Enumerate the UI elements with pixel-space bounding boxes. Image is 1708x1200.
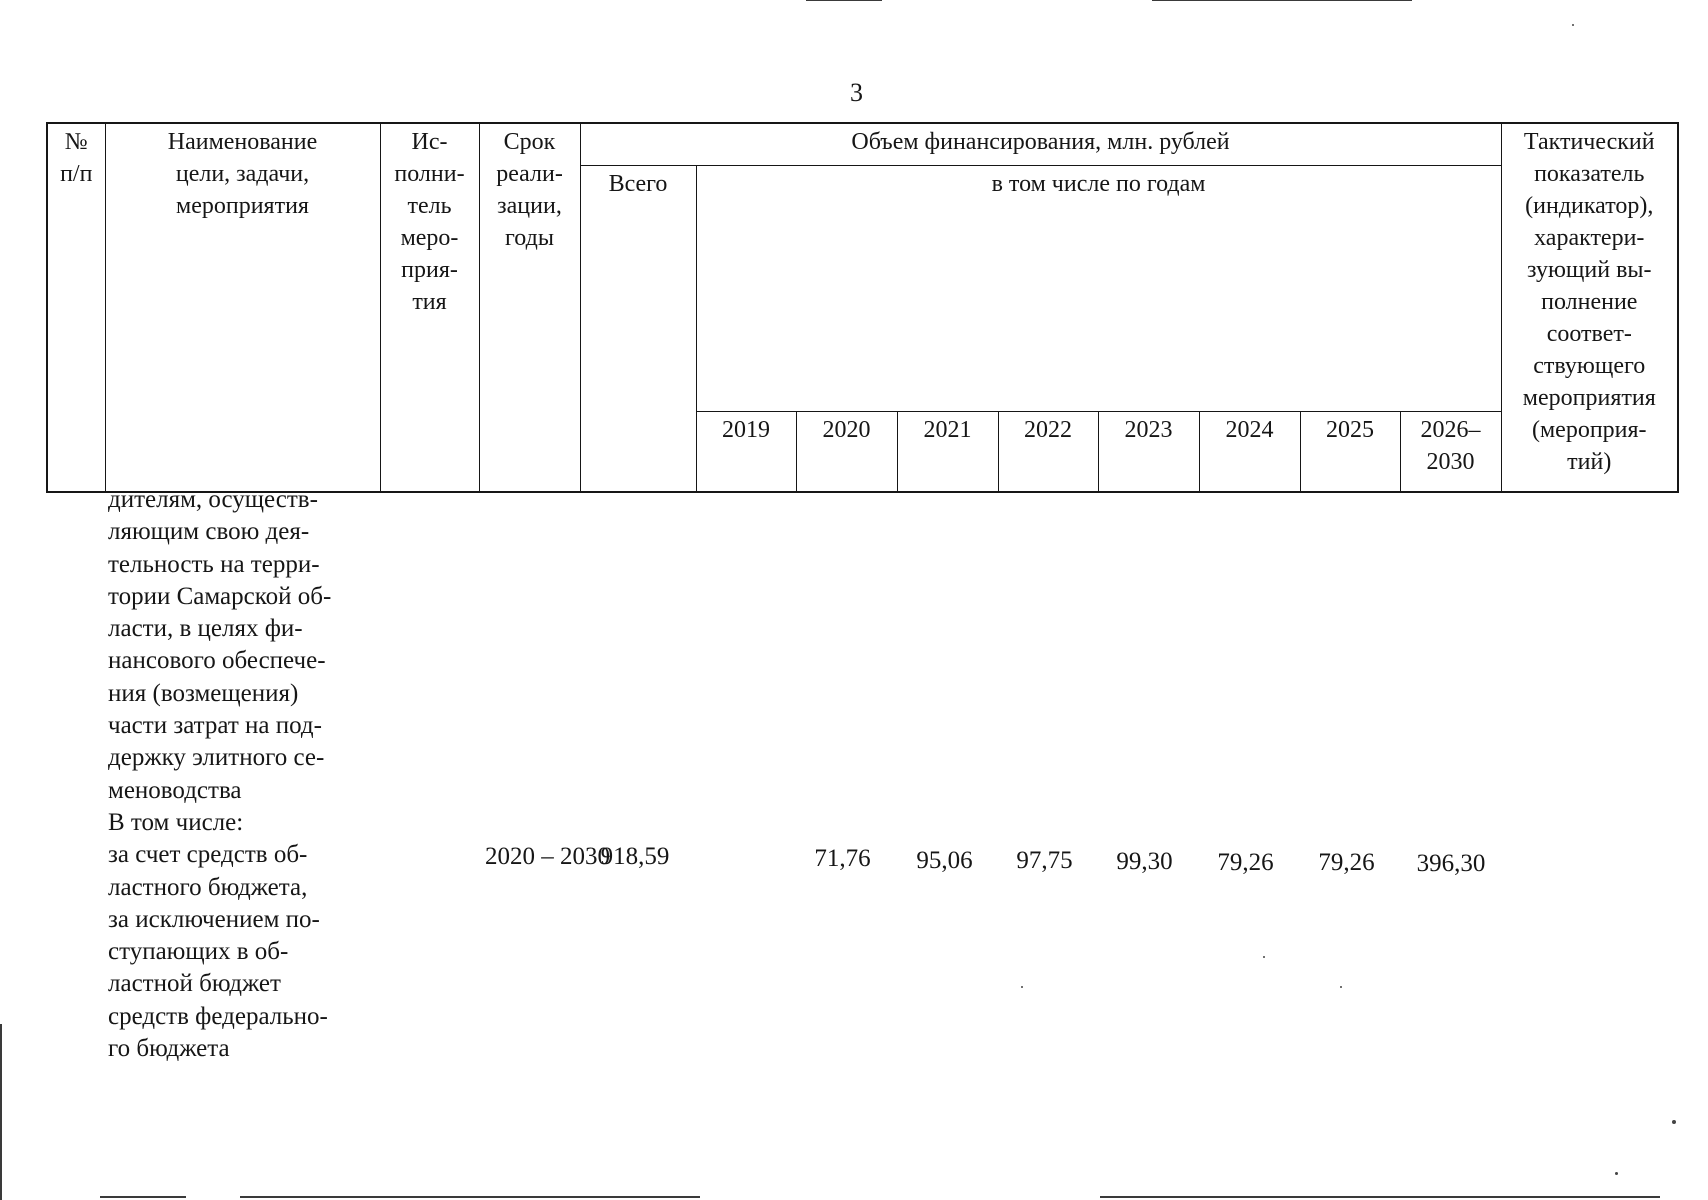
header-executor: Ис- полни- тель меро- прия- тия (380, 123, 479, 492)
header-year-2019: 2019 (696, 412, 796, 493)
row-year-2025: 79,26 (1318, 849, 1375, 876)
header-number: № п/п (47, 123, 105, 492)
header-year-2026-2030: 2026– 2030 (1400, 412, 1501, 493)
scan-artifact (1572, 24, 1574, 26)
header-by-year: в том числе по годам (696, 165, 1501, 412)
header-year-2022: 2022 (998, 412, 1098, 493)
row-year-2026-2030: 396,30 (1416, 850, 1486, 877)
row-year-2023: 99,30 (1116, 848, 1173, 875)
row-total: 918,59 (600, 843, 670, 870)
header-year-2024: 2024 (1199, 412, 1300, 493)
row-period: 2020 – 2030 (485, 843, 610, 870)
table-header (46, 122, 1679, 493)
header-year-2020: 2020 (796, 412, 897, 493)
header-name: Наименование цели, задачи, мероприятия (105, 123, 380, 492)
row-year-2021: 95,06 (916, 847, 973, 874)
scan-artifact (1021, 986, 1023, 988)
scan-artifact (1615, 1172, 1618, 1175)
scan-artifact (0, 1024, 2, 1200)
scan-artifact (100, 1196, 186, 1198)
row-year-2024: 79,26 (1217, 849, 1274, 876)
header-year-2023: 2023 (1098, 412, 1199, 493)
scan-artifact (240, 1196, 700, 1198)
row-year-2022: 97,75 (1016, 847, 1073, 874)
scan-artifact (1100, 1196, 1660, 1198)
header-year-2025: 2025 (1300, 412, 1400, 493)
header-total: Всего (580, 165, 696, 492)
header-year-2021: 2021 (897, 412, 998, 493)
scan-artifact (1672, 1120, 1676, 1124)
row-name: дителям, осуществ- ляющим свою дея- тельность на терри- тории Самарской об- ласти, в целях фи- нансового обеспече- ния (возмещения) части затрат на под- держку элитного се- меноводства В том числе: за счет средств об- ластного бюджета, за исключением по- ступающих в об- ластной бюджет средств федерально- го бюджета (108, 486, 332, 1063)
scan-artifact (1263, 956, 1265, 958)
scan-artifact (1152, 0, 1412, 1)
header-funding: Объем финансирования, млн. рублей (580, 123, 1501, 165)
header-period: Срок реали- зации, годы (479, 123, 580, 492)
header-indicator: Тактический показатель (индикатор), характери- зующий вы- полнение соответ- ствующего мероприятия (мероприя- тий) (1501, 123, 1678, 492)
page-number: 3 (850, 78, 863, 107)
row-year-2020: 71,76 (814, 845, 871, 872)
scan-artifact (1340, 986, 1342, 988)
scan-artifact (806, 0, 882, 1)
